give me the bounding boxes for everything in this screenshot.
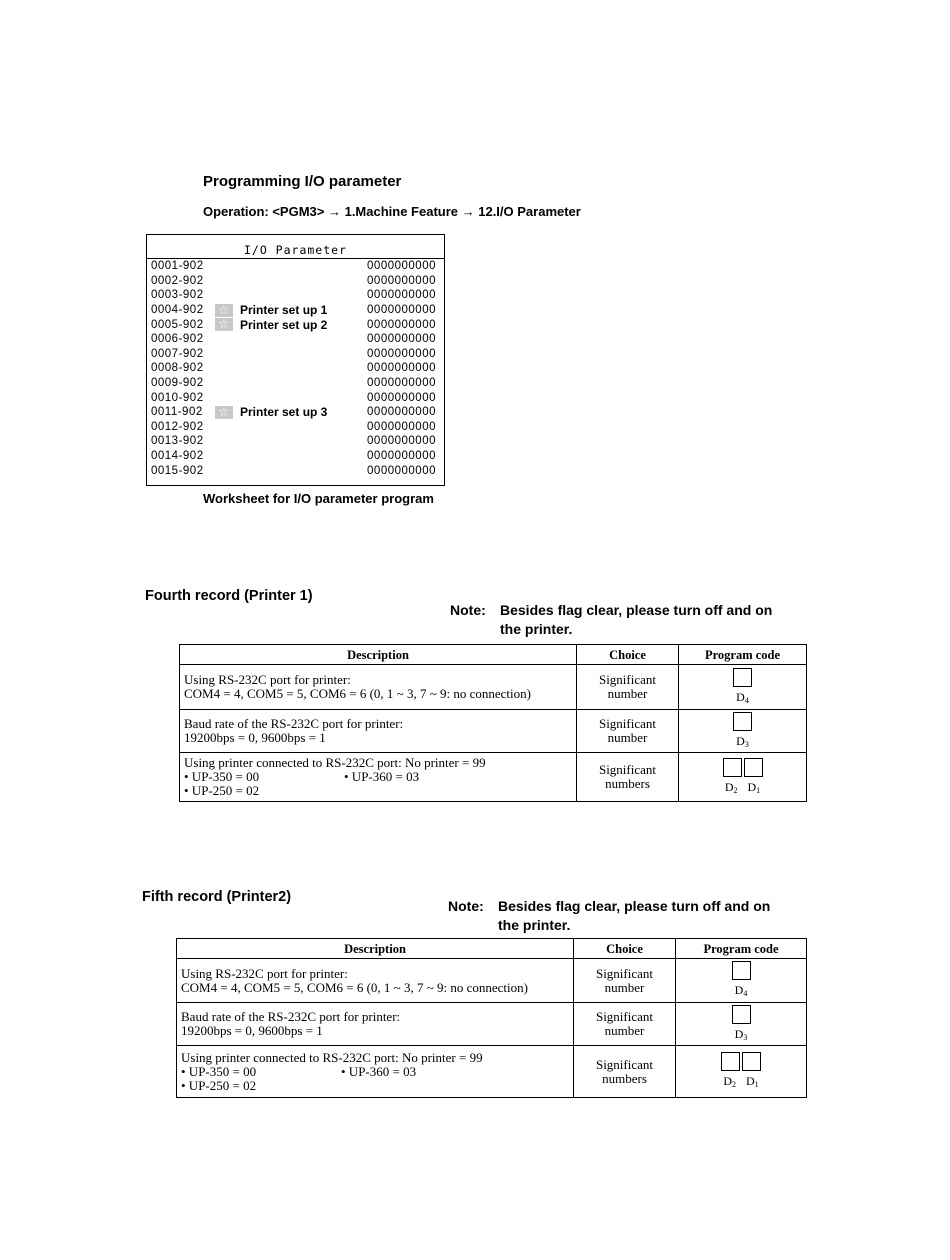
digit-labels <box>683 780 802 797</box>
digit-subscript: 1 <box>756 785 761 795</box>
description-cell <box>180 665 577 710</box>
io-parameter-code: 0009-902 <box>151 377 204 390</box>
io-parameter-value: 0000000000 <box>367 391 436 404</box>
printer-setup-label: Printer set up 2 <box>240 317 328 332</box>
operation-path: Operation: <PGM3> → 1.Machine Feature → 12.I/O Parameter <box>203 204 581 219</box>
choice-cell <box>574 959 676 1003</box>
digit-box <box>733 712 752 731</box>
digit-boxes <box>683 668 802 690</box>
description-line: COM4 = 4, COM5 = 5, COM6 = 6 (0, 1 ~ 3, 7 ~ 9: no connection) <box>184 686 531 701</box>
digit-boxes <box>680 961 802 983</box>
choice-text: Significant <box>598 672 657 687</box>
table-row <box>180 753 807 802</box>
choice-text: Significant <box>598 762 657 777</box>
io-parameter-value: 0000000000 <box>367 435 436 448</box>
digit-label <box>748 781 761 797</box>
choice-text: Significant <box>595 1009 654 1024</box>
table-row <box>180 665 807 710</box>
io-parameter-code: 0010-902 <box>151 391 204 404</box>
fifth-record-table <box>176 938 807 1098</box>
io-parameter-row <box>151 288 436 303</box>
star-icon: ☆ <box>215 318 233 331</box>
description-cell <box>177 959 574 1003</box>
choice-header: Choice <box>577 645 679 665</box>
io-parameter-code: 0011-902 <box>151 406 203 419</box>
io-parameter-code: 0012-902 <box>151 420 204 433</box>
digit-subscript: 1 <box>754 1080 759 1089</box>
fifth-record-title: Fifth record (Printer2) <box>142 889 292 905</box>
digit-labels <box>680 983 802 1000</box>
worksheet-caption: Worksheet for I/O parameter program <box>203 491 434 506</box>
digit-label <box>735 1028 748 1044</box>
choice-cell <box>577 753 679 802</box>
description-line: Using RS-232C port for printer: <box>184 672 351 687</box>
io-parameter-row <box>151 317 436 332</box>
io-parameter-row <box>151 405 436 420</box>
digit-labels <box>680 1074 802 1091</box>
description-line: 19200bps = 0, 9600bps = 1 <box>181 1023 323 1038</box>
digit-letter: D <box>746 1074 755 1088</box>
digit-box <box>721 1052 740 1071</box>
program-code-header: Program code <box>679 645 807 665</box>
printer-option: • UP-250 = 02 <box>181 1077 257 1093</box>
digit-label <box>736 735 749 751</box>
digit-label <box>723 1075 736 1091</box>
io-parameter-code: 0015-902 <box>151 464 204 477</box>
choice-text: numbers <box>602 1070 647 1086</box>
description-cell <box>177 1046 574 1098</box>
choice-header: Choice <box>574 939 676 959</box>
program-code-cell <box>676 959 807 1003</box>
description-cell <box>177 1003 574 1046</box>
io-parameter-value: 0000000000 <box>367 260 436 273</box>
io-parameter-value: 0000000000 <box>367 318 436 331</box>
fourth-record-table <box>179 644 807 802</box>
note-label: Note: <box>448 898 484 914</box>
io-parameter-value: 0000000000 <box>367 464 436 477</box>
io-parameter-value: 0000000000 <box>367 347 436 360</box>
io-parameter-code: 0003-902 <box>151 289 204 302</box>
io-parameter-code: 0004-902 <box>151 304 204 317</box>
program-code-cell <box>679 710 807 753</box>
note-text-line2: the printer. <box>498 917 571 933</box>
choice-text: Significant <box>595 1056 654 1072</box>
digit-box <box>744 758 763 777</box>
io-parameter-value: 0000000000 <box>367 333 436 346</box>
io-parameter-row <box>151 361 436 376</box>
description-header: Description <box>177 939 574 959</box>
digit-box <box>732 1005 751 1024</box>
printer-setup-label: Printer set up 3 <box>240 405 328 420</box>
digit-labels <box>683 734 802 751</box>
io-parameter-code: 0013-902 <box>151 435 204 448</box>
digit-box <box>732 961 751 980</box>
digit-boxes <box>680 1005 802 1027</box>
star-icon: ☆ <box>215 406 233 419</box>
printer-options <box>184 770 572 784</box>
io-parameter-row <box>151 376 436 391</box>
io-parameter-row <box>151 259 436 274</box>
choice-text: numbers <box>605 776 650 791</box>
io-parameter-code: 0006-902 <box>151 333 204 346</box>
io-parameter-row <box>151 332 436 347</box>
table-row <box>177 959 807 1003</box>
digit-box <box>733 668 752 687</box>
io-parameter-code: 0008-902 <box>151 362 204 375</box>
digit-letter: D <box>723 1074 732 1088</box>
note-text-line1: Besides flag clear, please turn off and on <box>500 602 773 618</box>
digit-label <box>746 1075 759 1091</box>
program-code-header: Program code <box>676 939 807 959</box>
io-parameter-code: 0007-902 <box>151 347 204 360</box>
description-line: Using printer connected to RS-232C port: No printer = 99 <box>184 755 486 770</box>
choice-cell <box>577 665 679 710</box>
table-row <box>177 1003 807 1046</box>
description-line: Using RS-232C port for printer: <box>181 965 348 981</box>
fifth-record-note <box>448 897 770 935</box>
io-parameter-code: 0001-902 <box>151 260 204 273</box>
io-parameter-code: 0014-902 <box>151 450 204 463</box>
digit-boxes <box>680 1052 802 1074</box>
description-header: Description <box>180 645 577 665</box>
printer-option: • UP-350 = 00 <box>181 1063 257 1079</box>
choice-text: number <box>607 686 648 701</box>
io-parameter-row <box>151 463 436 478</box>
description-line: COM4 = 4, COM5 = 5, COM6 = 6 (0, 1 ~ 3, 7 ~ 9: no connection) <box>181 979 528 995</box>
io-parameter-row <box>151 347 436 362</box>
printer-option: • UP-250 = 02 <box>184 783 260 798</box>
io-parameter-heading: I/O Parameter <box>243 243 347 257</box>
io-parameter-row <box>151 303 436 318</box>
page-title: Programming I/O parameter <box>203 173 402 190</box>
io-parameter-value: 0000000000 <box>367 406 436 419</box>
io-parameter-code: 0005-902 <box>151 318 204 331</box>
digit-subscript: 3 <box>744 739 749 749</box>
io-parameter-worksheet <box>146 234 445 486</box>
digit-label <box>735 984 748 1000</box>
table-header-row <box>180 645 807 665</box>
digit-boxes <box>683 712 802 734</box>
program-code-cell <box>679 665 807 710</box>
digit-subscript: 3 <box>743 1032 748 1042</box>
choice-text: number <box>604 979 645 995</box>
io-parameter-row <box>151 449 436 464</box>
description-line: Baud rate of the RS-232C port for printer: <box>184 716 404 731</box>
printer-setup-label: Printer set up 1 <box>240 303 328 318</box>
io-parameter-value: 0000000000 <box>367 362 436 375</box>
digit-letter: D <box>736 689 745 704</box>
description-cell <box>180 710 577 753</box>
choice-text: number <box>607 730 648 745</box>
io-parameter-row <box>151 390 436 405</box>
digit-letter: D <box>734 1026 744 1041</box>
table-header-row <box>177 939 807 959</box>
io-parameter-code: 0002-902 <box>151 274 204 287</box>
io-parameter-value: 0000000000 <box>367 304 436 317</box>
printer-option: • UP-350 = 00 <box>184 769 260 784</box>
digit-boxes <box>683 758 802 780</box>
star-icon: ☆ <box>215 304 233 317</box>
description-line: Using printer connected to RS-232C port: No printer = 99 <box>181 1049 483 1065</box>
fourth-record-note <box>450 601 772 639</box>
note-label: Note: <box>450 602 486 618</box>
digit-subscript: 4 <box>743 989 748 998</box>
choice-text: Significant <box>595 965 654 981</box>
description-line: 19200bps = 0, 9600bps = 1 <box>184 730 326 745</box>
digit-letter: D <box>724 779 734 794</box>
io-parameter-value: 0000000000 <box>367 450 436 463</box>
fourth-record-title: Fourth record (Printer 1) <box>145 588 313 604</box>
io-parameter-rows <box>151 259 436 478</box>
table-row <box>180 710 807 753</box>
io-parameter-row <box>151 420 436 435</box>
digit-labels <box>680 1027 802 1044</box>
io-parameter-value: 0000000000 <box>367 274 436 287</box>
choice-text: Significant <box>598 716 657 731</box>
printer-option: • UP-360 = 03 <box>344 769 420 784</box>
table-row <box>177 1046 807 1098</box>
digit-label <box>736 691 749 707</box>
io-parameter-value: 0000000000 <box>367 420 436 433</box>
description-cell <box>180 753 577 802</box>
choice-cell <box>577 710 679 753</box>
program-code-cell <box>676 1046 807 1098</box>
digit-box <box>742 1052 761 1071</box>
note-text-line2: the printer. <box>500 621 573 637</box>
program-code-cell <box>679 753 807 802</box>
io-parameter-row <box>151 434 436 449</box>
digit-letter: D <box>736 733 745 748</box>
digit-letter: D <box>734 983 744 997</box>
digit-subscript: 2 <box>732 1080 736 1089</box>
digit-letter: D <box>747 779 757 794</box>
choice-text: number <box>604 1023 645 1038</box>
digit-label <box>725 781 738 797</box>
note-text-line1: Besides flag clear, please turn off and on <box>498 898 771 914</box>
io-parameter-value: 0000000000 <box>367 289 436 302</box>
description-line: Baud rate of the RS-232C port for printer: <box>181 1009 401 1024</box>
choice-cell <box>574 1003 676 1046</box>
io-parameter-row <box>151 274 436 289</box>
printer-options <box>181 1065 569 1079</box>
digit-subscript: 2 <box>733 785 738 795</box>
printer-option: • UP-360 = 03 <box>341 1063 417 1079</box>
io-parameter-value: 0000000000 <box>367 377 436 390</box>
digit-labels <box>683 690 802 707</box>
digit-box <box>723 758 742 777</box>
choice-cell <box>574 1046 676 1098</box>
digit-subscript: 4 <box>744 695 749 705</box>
program-code-cell <box>676 1003 807 1046</box>
